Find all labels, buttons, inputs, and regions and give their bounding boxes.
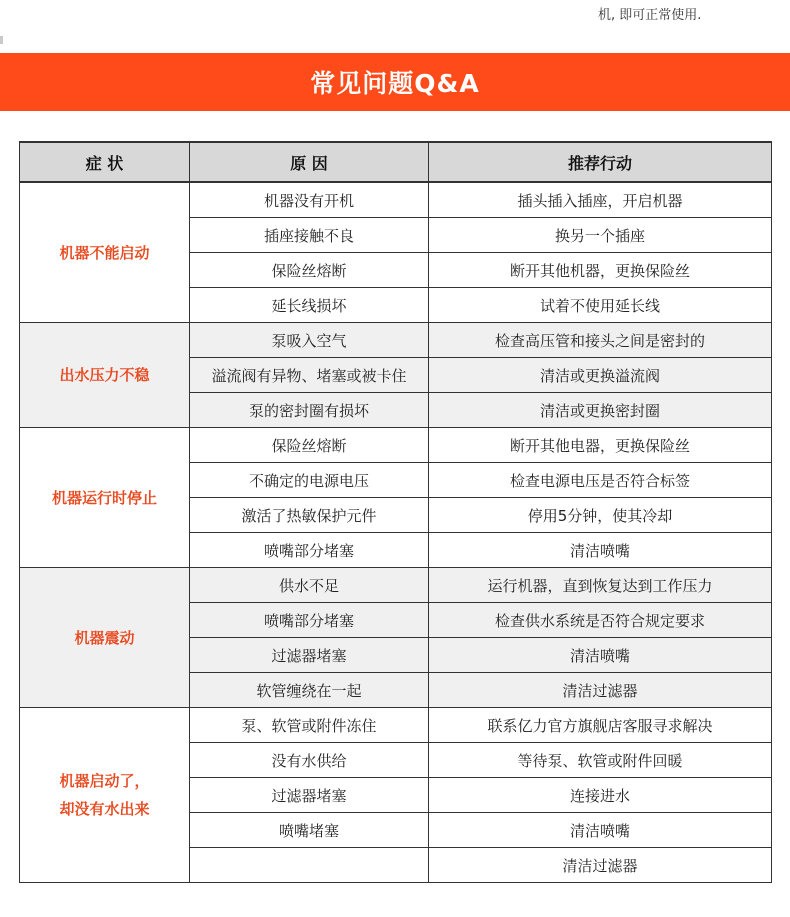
action-cell: 连接进水 [429,778,772,813]
cause-cell: 泵的密封圈有损坏 [190,393,429,428]
symptom-cell: 机器震动 [20,568,190,708]
cause-cell: 供水不足 [190,568,429,603]
cause-cell: 没有水供给 [190,743,429,778]
action-cell: 插头插入插座，开启机器 [429,182,772,218]
action-cell: 等待泵、软管或附件回暖 [429,743,772,778]
action-cell: 清洁过滤器 [429,673,772,708]
action-cell: 清洁喷嘴 [429,533,772,568]
cause-cell [190,848,429,883]
table-row [20,428,772,463]
action-cell: 换另一个插座 [429,218,772,253]
action-cell: 联系亿力官方旗舰店客服寻求解决 [429,708,772,743]
action-cell: 清洁或更换密封圈 [429,393,772,428]
action-cell: 检查高压管和接头之间是密封的 [429,323,772,358]
cause-cell: 过滤器堵塞 [190,638,429,673]
cause-cell: 溢流阀有异物、堵塞或被卡住 [190,358,429,393]
action-cell: 断开其他机器，更换保险丝 [429,253,772,288]
action-cell: 清洁或更换溢流阀 [429,358,772,393]
action-cell: 断开其他电器，更换保险丝 [429,428,772,463]
cause-cell: 过滤器堵塞 [190,778,429,813]
edge-mark [0,36,3,44]
cause-cell: 插座接触不良 [190,218,429,253]
header-cause: 原 因 [190,142,429,182]
cause-cell: 保险丝熔断 [190,253,429,288]
cause-cell: 喷嘴堵塞 [190,813,429,848]
table-row [20,323,772,358]
action-cell: 清洁过滤器 [429,848,772,883]
action-cell: 停用5分钟，使其冷却 [429,498,772,533]
cause-cell: 软管缠绕在一起 [190,673,429,708]
cause-cell: 保险丝熔断 [190,428,429,463]
title-banner [0,53,790,111]
faq-table [19,141,772,883]
top-note: 机, 即可正常使用. [598,8,702,23]
cause-cell: 喷嘴部分堵塞 [190,533,429,568]
action-cell: 清洁喷嘴 [429,638,772,673]
symptom-cell: 机器运行时停止 [20,428,190,568]
table-row [20,708,772,743]
symptom-cell [20,708,190,883]
symptom-line: 机器启动了， [59,772,150,790]
table-row [20,568,772,603]
banner-title: 常见问题Q&A [310,69,480,98]
action-cell: 运行机器，直到恢复达到工作压力 [429,568,772,603]
header-symptom: 症 状 [20,142,190,182]
symptom-cell: 出水压力不稳 [20,323,190,428]
cause-cell: 机器没有开机 [190,182,429,218]
action-cell: 清洁喷嘴 [429,813,772,848]
table-header-row [20,142,772,182]
cause-cell: 不确定的电源电压 [190,463,429,498]
table-row [20,182,772,218]
symptom-line: 却没有水出来 [59,800,150,818]
cause-cell: 延长线损坏 [190,288,429,323]
cause-cell: 泵吸入空气 [190,323,429,358]
action-cell: 检查电源电压是否符合标签 [429,463,772,498]
action-cell: 试着不使用延长线 [429,288,772,323]
header-action: 推荐行动 [429,142,772,182]
cause-cell: 激活了热敏保护元件 [190,498,429,533]
symptom-cell: 机器不能启动 [20,182,190,323]
cause-cell: 泵、软管或附件冻住 [190,708,429,743]
cause-cell: 喷嘴部分堵塞 [190,603,429,638]
action-cell: 检查供水系统是否符合规定要求 [429,603,772,638]
